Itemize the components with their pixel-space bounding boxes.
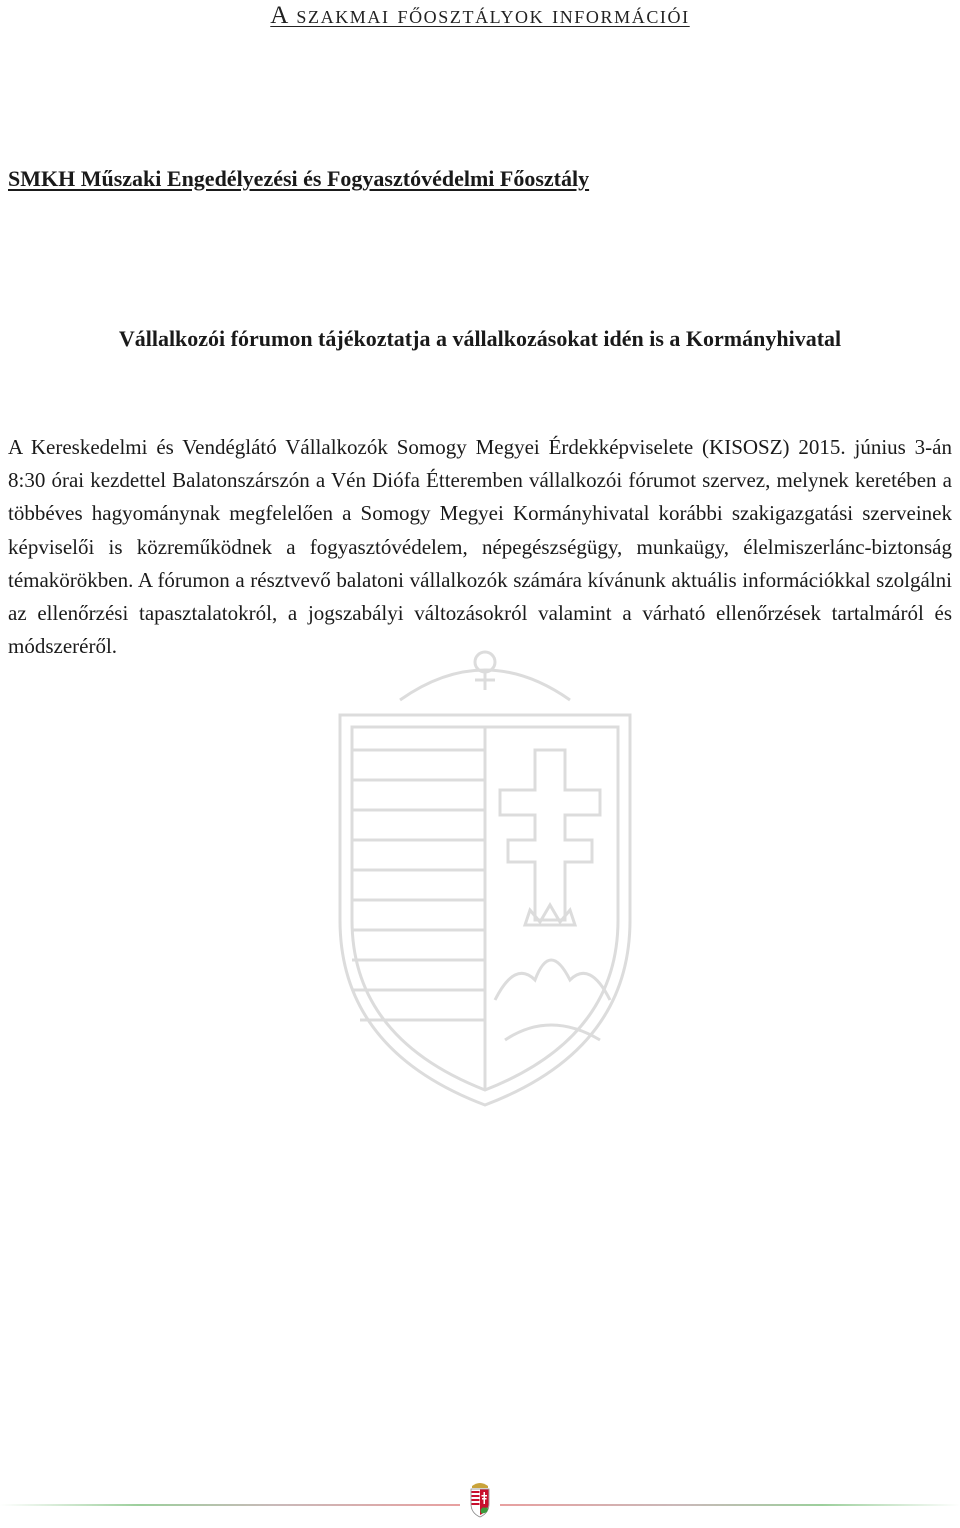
footer-rule-left — [0, 1504, 460, 1506]
article-body: A Kereskedelmi és Vendéglátó Vállalkozók Somogy Megyei Érdekképviselete (KISOSZ) 2015. június 3-án 8:30 órai kezdettel Balatonszárszón a Vén Diófa Étteremben vállalkozói fórumot szervez, melynek keretében a többéves hagyománynak megfelelően a Somogy Megyei Kormányhivatal korábbi szakigazgatási szerveinek képviselői is közreműködnek a fogyasztóvédelem, népegészségügy, munkaügy, élelmiszerlánc-biztonság témakörökben. A fórumon a résztvevő balatoni vállalkozók számára kívánunk aktuális információkkal szolgálni az ellenőrzési tapasztalatokról, a jogszabályi változásokról valamint a várható ellenőrzések tartalmáról és módszeréről. — [8, 435, 952, 659]
department-title: SMKH Műszaki Engedélyezési és Fogyasztóvédelmi Főosztály — [8, 166, 590, 191]
page-header-title: A szakmai főosztályok információi — [270, 2, 690, 29]
coat-of-arms-watermark — [330, 640, 640, 1110]
article-title: Vállalkozói fórumon tájékoztatja a vállalkozásokat idén is a Kormányhivatal — [118, 326, 842, 351]
coat-of-arms-icon — [468, 1478, 492, 1518]
footer-rule-right — [500, 1504, 960, 1506]
